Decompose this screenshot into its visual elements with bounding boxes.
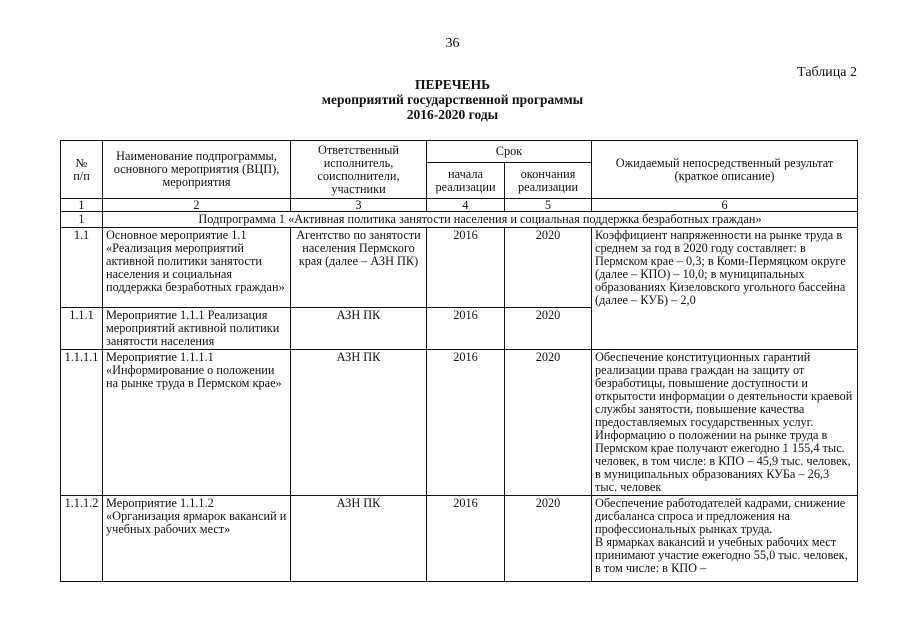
row-name: Мероприятие 1.1.1.2 «Организация ярмарок вакансий и учебных рабочих мест» bbox=[103, 496, 291, 582]
row-start: 2016 bbox=[427, 228, 505, 308]
title-line-2: мероприятий государственной программы bbox=[321, 92, 584, 107]
table-row bbox=[61, 496, 858, 582]
row-num: 1.1.1.1 bbox=[61, 350, 103, 496]
row-end: 2020 bbox=[505, 308, 592, 350]
row-name: Мероприятие 1.1.1.1 «Информирование о положении на рынке труда в Пермском крае» bbox=[103, 350, 291, 496]
subprogram-row bbox=[61, 212, 858, 228]
col-number: 4 bbox=[427, 199, 505, 212]
header-result: Ожидаемый непосредственный результат (краткое описание) bbox=[592, 141, 858, 199]
row-end: 2020 bbox=[505, 228, 592, 308]
col-number: 6 bbox=[592, 199, 858, 212]
header-responsible: Ответственный исполнитель, соисполнители, участники bbox=[291, 141, 427, 199]
header-start: начала реализации bbox=[427, 163, 505, 199]
table-row bbox=[61, 350, 858, 496]
row-num: 1.1.1 bbox=[61, 308, 103, 350]
subprogram-num: 1 bbox=[61, 212, 103, 228]
row-responsible: Агентство по занятости населения Пермского края (далее – АЗН ПК) bbox=[291, 228, 427, 308]
subprogram-title: Подпрограмма 1 «Активная политика занятости населения и социальная поддержка безработных граждан» bbox=[103, 212, 858, 228]
document-title bbox=[0, 77, 905, 122]
row-name: Мероприятие 1.1.1 Реализация мероприятий активной политики занятости населения bbox=[103, 308, 291, 350]
row-responsible: АЗН ПК bbox=[291, 350, 427, 496]
row-num: 1.1.1.2 bbox=[61, 496, 103, 582]
col-number: 1 bbox=[61, 199, 103, 212]
col-number: 5 bbox=[505, 199, 592, 212]
row-result-part: В ярмарках вакансий и учебных рабочих мест принимают участие ежегодно 55,0 тыс. человек, в том числе: в КПО – bbox=[595, 535, 848, 575]
row-end: 2020 bbox=[505, 350, 592, 496]
measures-table bbox=[60, 140, 858, 582]
header-name: Наименование подпрограммы, основного мероприятия (ВЦП), мероприятия bbox=[103, 141, 291, 199]
title-line-3: 2016-2020 годы bbox=[406, 107, 499, 122]
row-name: Основное мероприятие 1.1 «Реализация мероприятий активной политики занятости населения и социальная поддержка безработных граждан» bbox=[103, 228, 291, 308]
row-num: 1.1 bbox=[61, 228, 103, 308]
row-end: 2020 bbox=[505, 496, 592, 582]
row-result-part: Обеспечение работодателей кадрами, снижение дисбаланса спроса и предложения на профессиональных рынках труда. bbox=[595, 496, 846, 536]
table-label: Таблица 2 bbox=[797, 65, 857, 80]
header-end: окончания реализации bbox=[505, 163, 592, 199]
row-responsible: АЗН ПК bbox=[291, 496, 427, 582]
header-term: Срок bbox=[427, 141, 592, 163]
col-number: 2 bbox=[103, 199, 291, 212]
row-result: Коэффициент напряженности на рынке труда в среднем за год в 2020 году составляет: в Пермском крае – 0,3; в Коми-Пермяцком округе (далее – КПО) – 10,0; в муниципальных образованиях Кизеловского угольного бассейна (далее – КУБ) – 2,0 bbox=[592, 228, 858, 350]
row-start: 2016 bbox=[427, 496, 505, 582]
header-num: № п/п bbox=[61, 141, 103, 199]
row-responsible: АЗН ПК bbox=[291, 308, 427, 350]
row-start: 2016 bbox=[427, 308, 505, 350]
row-start: 2016 bbox=[427, 350, 505, 496]
row-result: Обеспечение конституционных гарантий реализации права граждан на защиту от безработицы, повышение доступности и открытости информации о деятельности краевой службы занятости, повышение качества предоставляемых государственных услуг. Информацию о положении на рынке труда в Пермском крае получают ежегодно 1 155,4 тыс. человек, в том числе: в КПО – 45,9 тыс. человек, в муниципальных образованиях КУБа – 26,3 тыс. человек bbox=[592, 350, 858, 496]
page-number: 36 bbox=[445, 36, 460, 51]
row-result bbox=[592, 496, 858, 582]
col-number: 3 bbox=[291, 199, 427, 212]
table-row bbox=[61, 228, 858, 308]
title-line-1: ПЕРЕЧЕНЬ bbox=[414, 77, 491, 92]
